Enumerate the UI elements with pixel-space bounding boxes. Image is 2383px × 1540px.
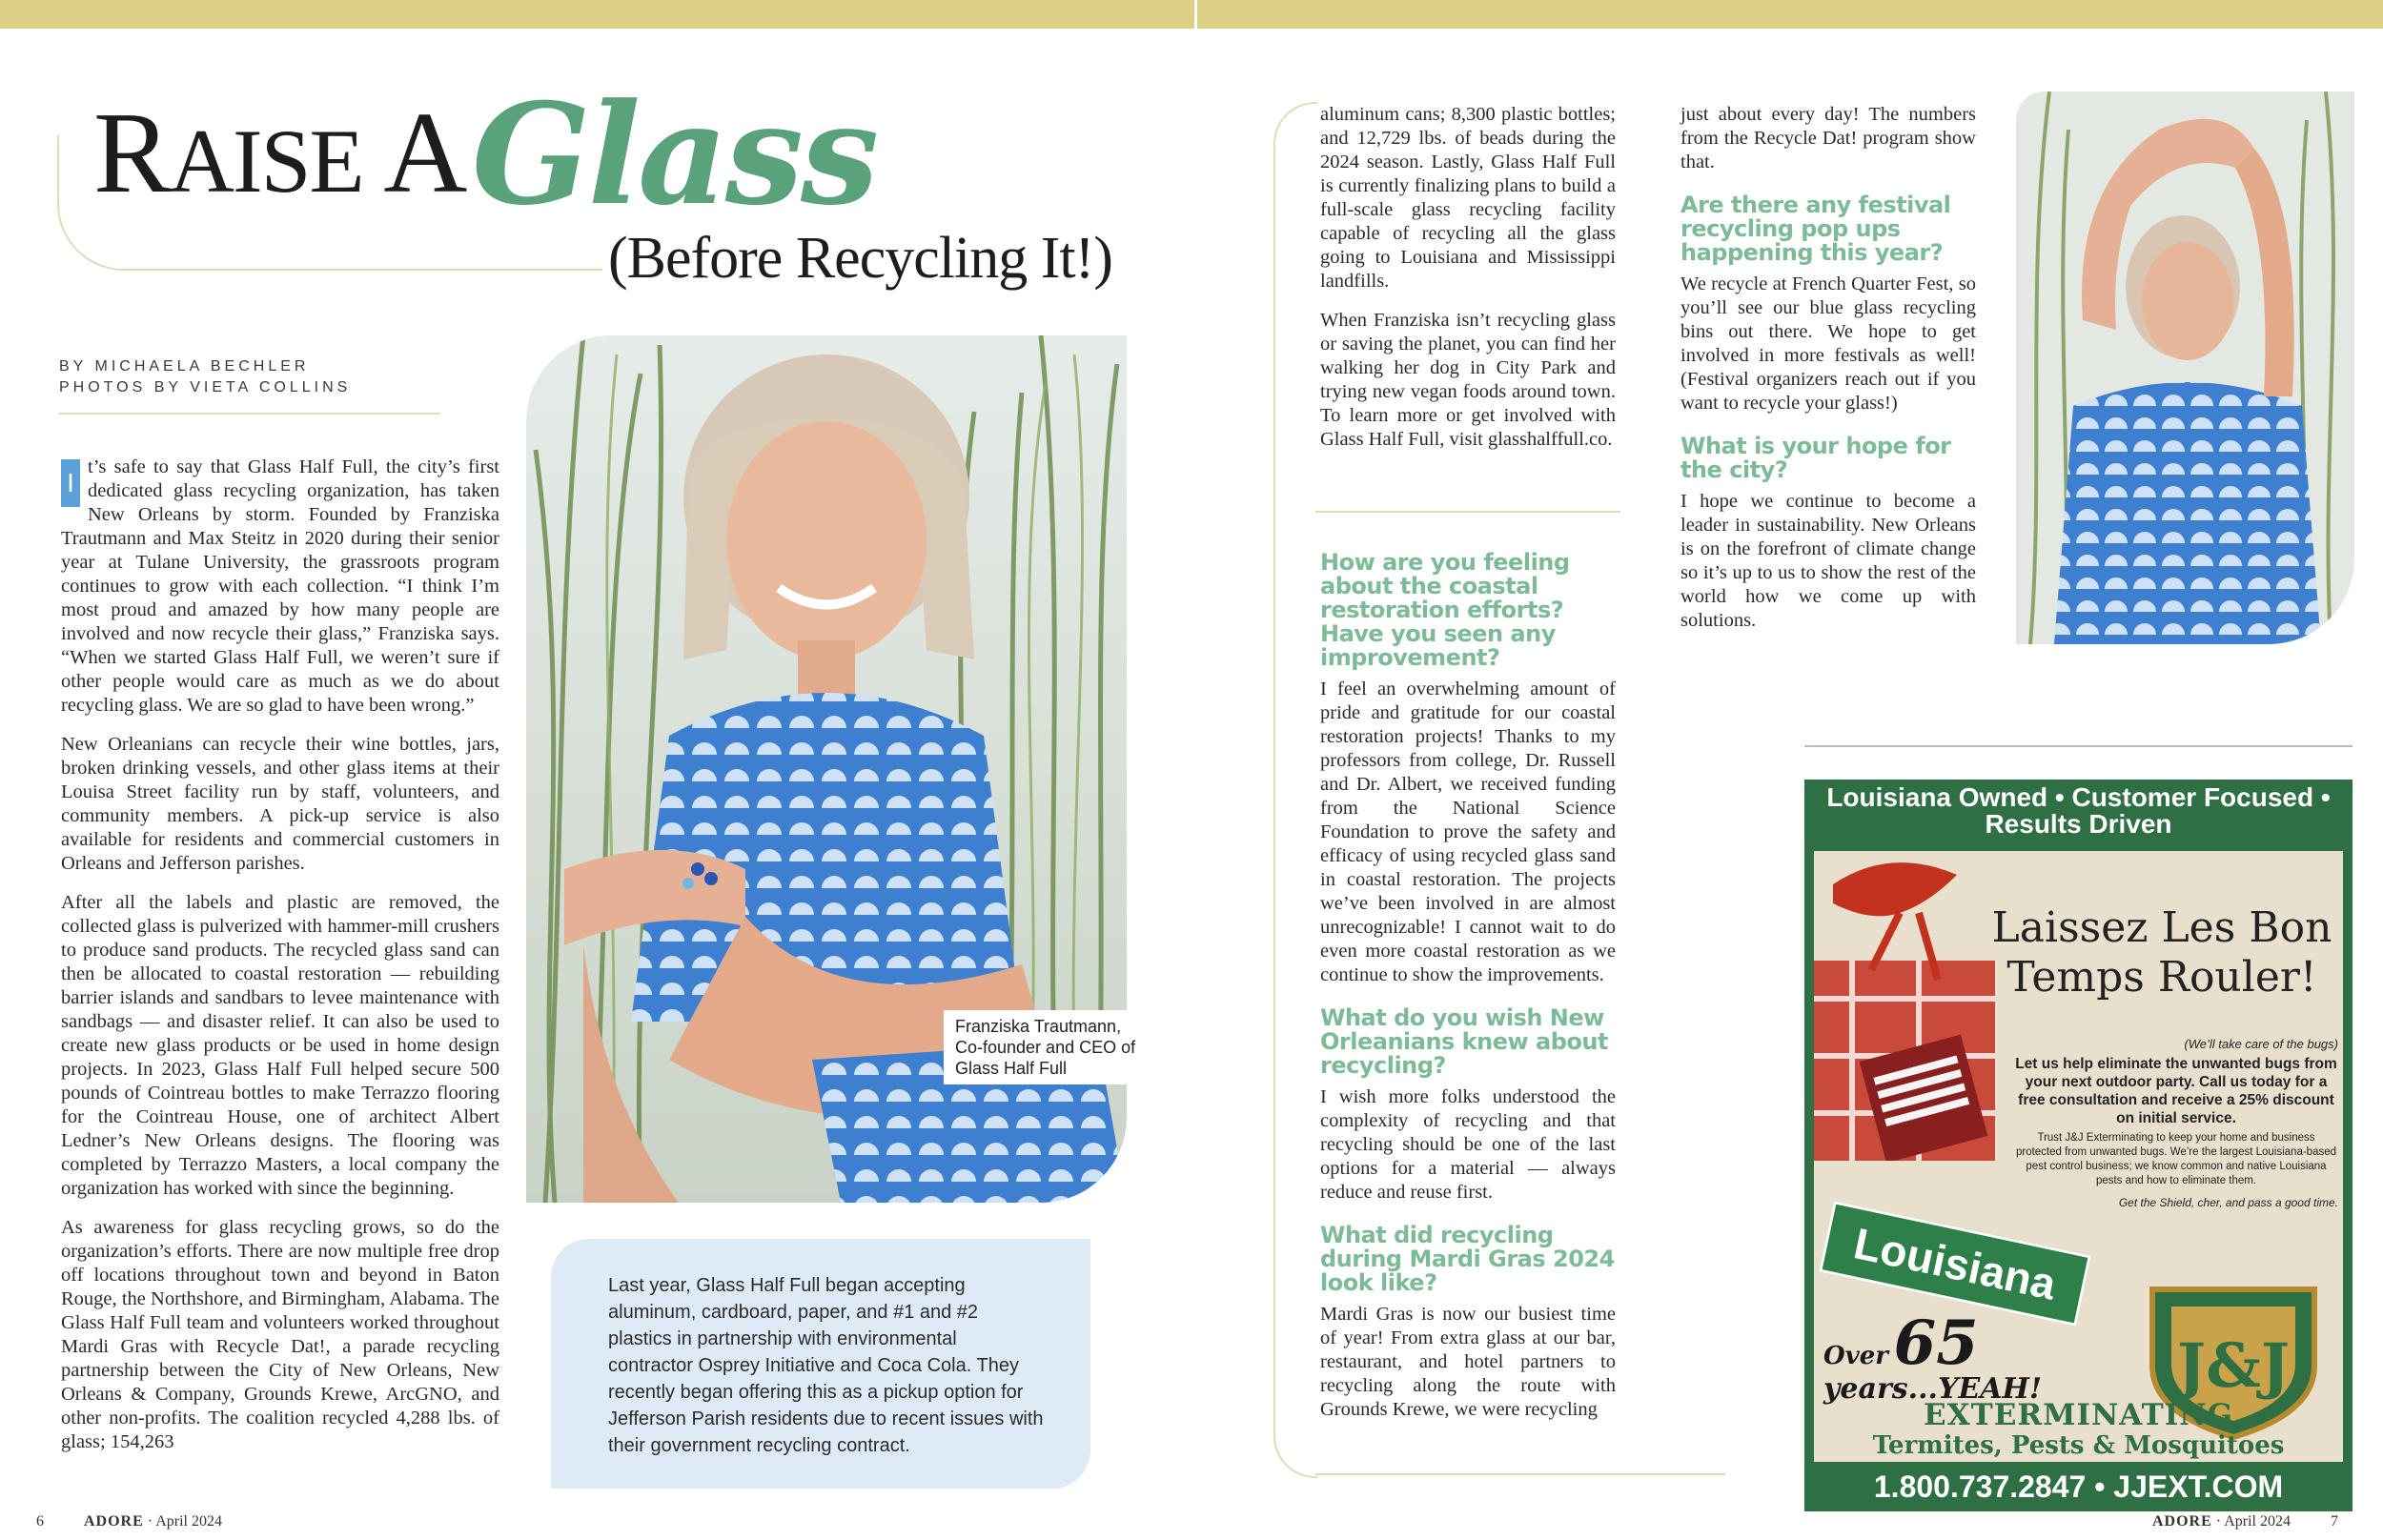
column-frame xyxy=(1273,102,1317,1478)
qa-item xyxy=(1320,1224,1616,1422)
top-bar xyxy=(0,0,2383,29)
callout-text: Last year, Glass Half Full began accepting aluminum, cardboard, paper, and #1 and #2 plastics in partnership with environmental contractor Osprey Initiative and Coca Cola. They recently began offering this as a pickup option for Jefferson Parish residents due to recent issues with their government recycling contract. xyxy=(608,1275,1044,1456)
magazine-name-right: ADORE xyxy=(2152,1513,2212,1530)
folio-left xyxy=(36,1513,222,1530)
page-number-right: 7 xyxy=(2331,1513,2338,1530)
byline-rule xyxy=(59,413,440,415)
ad-header: Louisiana Owned • Customer Focused • Results Driven xyxy=(1804,780,2352,851)
page-number-left: 6 xyxy=(36,1513,44,1530)
ad-tagline: (We’ll take care of the bugs) xyxy=(2184,1037,2338,1051)
ad-company-name: EXTERMINATING xyxy=(1923,1398,2234,1432)
crawfish-accordion-icon xyxy=(1814,846,1995,1161)
qa-answer: I feel an overwhelming amount of pride and gratitude for our coastal restoration projects! Thanks to my professors from college, Dr. Russell and Dr. Albert, we received funding from the National Science Foundation to prove the safety and efficacy of using recycled glass sand in coastal restoration. The projects we’ve been involved in are almost unrecognizable! I cannot wait to do even more coastal restoration as we continue to show the improvements. xyxy=(1320,679,1616,985)
ad-script-headline: Laissez Les Bon Temps Rouler! xyxy=(1991,903,2332,1002)
badge-text: J&J xyxy=(2176,1330,2291,1402)
ad-shield-line: Get the Shield, cher, and pass a good time. xyxy=(2118,1196,2338,1209)
ad-years-number: 65 xyxy=(1893,1307,1979,1379)
issue-date-right: · April 2024 xyxy=(2211,1513,2291,1530)
qa-answer: Mardi Gras is now our busiest time of year! From extra glass at our bar, restaurant, and hotel partners to recycling along the route with Grounds Krewe, we were recycling xyxy=(1320,1304,1616,1420)
ad-border-left xyxy=(1804,846,1814,1462)
qa-question: Are there any festival recycling pop ups happening this year? xyxy=(1680,192,1951,266)
title-subtitle: (Before Recycling It!) xyxy=(608,226,1112,291)
qa-question: What do you wish New Orleanians knew about recycling? xyxy=(1320,1004,1608,1079)
ad-years xyxy=(1823,1307,2138,1406)
ad-offer: Let us help eliminate the unwanted bugs from your next outdoor party. Call us today for a free consultation and receive a 25% discount on initial service. xyxy=(2015,1056,2337,1126)
ad-fine-print: Trust J&J Exterminating to keep your home and business protected from unwanted bugs. We’re the largest Louisiana-based pest control business; we know common and native Louisiana pests and how to eliminate them. xyxy=(2015,1132,2337,1186)
dropcap: I xyxy=(61,459,80,507)
ad-services: Termites, Pests & Mosquitoes xyxy=(1872,1431,2285,1460)
ad-over: Over xyxy=(1823,1342,1888,1370)
article-column-1 xyxy=(61,456,499,1469)
portrait-illustration-2 xyxy=(2016,91,2354,644)
issue-date-left: · April 2024 xyxy=(143,1513,222,1530)
qa-answer: just about every day! The numbers from the Recycle Dat! program show that. xyxy=(1680,104,1976,172)
qa-question: What did recycling during Mardi Gras 2024 look like? xyxy=(1320,1222,1615,1296)
title-glass: Glass xyxy=(472,73,877,236)
qa-column-2 xyxy=(1680,103,1976,633)
qa-answer: We recycle at French Quarter Fest, so you’ll see our blue glass recycling bins out there. We hope to get involved in more festivals as well! (Festival organizers reach out if you want to recycle your glass!) xyxy=(1680,274,1976,414)
qa-question: What is your hope for the city? xyxy=(1680,433,1951,483)
article-paragraph-6: When Franziska isn’t recycling glass or saving the planet, you can find her walking her dog in City Park and trying new vegan foods around town. To learn more or get involved with Glass Half Full, visit glasshalffull.co. xyxy=(1320,310,1616,450)
secondary-photo xyxy=(2016,91,2354,644)
ad-company xyxy=(1804,1399,2352,1460)
byline xyxy=(59,356,351,398)
article-column-2 xyxy=(1320,103,1616,452)
qa-item xyxy=(1320,1006,1616,1205)
byline-photos: PHOTOS BY VIETA COLLINS xyxy=(59,379,352,395)
qa-item xyxy=(1680,435,1976,633)
ad-border-right xyxy=(2343,846,2352,1462)
ad-copy xyxy=(2014,1037,2338,1209)
qa-answer: I wish more folks understood the complexity of recycling and that recycling should be one of the last options for a material — always reduce and reuse first. xyxy=(1320,1086,1616,1203)
qa-item xyxy=(1680,193,1976,415)
qa-column-1 xyxy=(1320,551,1616,1422)
section-divider xyxy=(1315,511,1620,513)
byline-author: BY MICHAELA BECHLER xyxy=(59,358,310,375)
article-paragraph-2: New Orleanians can recycle their wine bottles, jars, broken drinking vessels, and other glass items at their Louisa Street facility run by staff, volunteers, and community members. A pick-up service is also available for residents and commercial customers in Orleans and Jefferson parishes. xyxy=(61,734,499,874)
magazine-name-left: ADORE xyxy=(84,1513,144,1530)
article-paragraph-4: As awareness for glass recycling grows, so do the organization’s efforts. There are now multiple free drop off locations throughout town and beyond in Baton Rouge, the Northshore, and Birmingham, Alabama. The Glass Half Full team and volunteers worked throughout Mardi Gras with Recycle Dat!, a parade recycling partnership between the City of New Orleans, New Orleans & Company, Grounds Krewe, ArcGNO, and other non-profits. The coalition recycled 4,288 lbs. of glass; 154,263 xyxy=(61,1217,499,1452)
ad-divider xyxy=(1804,745,2352,747)
article-paragraph-1: I t’s safe to say that Glass Half Full, the city’s first dedicated glass recycling organization, has taken New Orleans by storm. Founded by Franziska Trautmann and Max Steitz in 2020 during their senior year at Tulane University, the grassroots program continues to grow with each collection. “I think I’m most proud and amazed by how many people are involved and now recycle their glass,” Franziska says. “When we started Glass Half Full, we weren’t sure if other people would care as much as we do about recycling glass. We are so glad to have been wrong.” xyxy=(61,456,499,716)
page-spine xyxy=(1194,0,1197,29)
qa-answer: I hope we continue to become a leader in sustainability. New Orleans is on the forefront of climate change so it’s up to us to show the rest of the world how we come up with solutions. xyxy=(1680,491,1976,631)
jj-exterminating-ad[interactable] xyxy=(1804,780,2352,1511)
ad-phone-web[interactable]: 1.800.737.2847 • JJEXT.COM xyxy=(1804,1462,2352,1511)
qa-question: How are you feeling about the coastal restoration efforts? Have you seen any improvement? xyxy=(1320,549,1570,671)
title-raise-a: RAISE A xyxy=(93,89,466,217)
column-frame-bottom xyxy=(1315,1473,1725,1475)
louisiana-sign: Louisiana xyxy=(1819,1201,2091,1327)
photo-caption: Franziska Trautmann, Co-founder and CEO of Glass Half Full xyxy=(944,1010,1136,1084)
article-paragraph-3: After all the labels and plastic are removed, the collected glass is pulverized with hammer-mill crushers to produce sand products. The recycled glass sand can then be allocated to coastal restoration — rebuilding barrier islands and sandbars to levee maintenance with sandbags — and disaster relief. It can also be used to create new glass products or be used in home design projects. In 2023, Glass Half Full helped secure 500 pounds of Cointreau bottles to make Terrazzo flooring for the Cointreau House, one of architect Albert Ledner’s New Orleans designs. The flooring was completed by Terrazzo Masters, a local company the organization has worked with since the beginning. xyxy=(61,892,499,1199)
ad-years-text: years...YEAH! xyxy=(1823,1372,2043,1406)
folio-right xyxy=(2152,1513,2338,1530)
qa-item xyxy=(1320,551,1616,987)
article-paragraph-5: aluminum cans; 8,300 plastic bottles; and 12,729 lbs. of beads during the 2024 season. Lastly, Glass Half Full is currently finalizing plans to build a full-scale glass recycling facility capable of recycling all the glass going to Louisiana and Mississippi landfills. xyxy=(1320,104,1616,292)
